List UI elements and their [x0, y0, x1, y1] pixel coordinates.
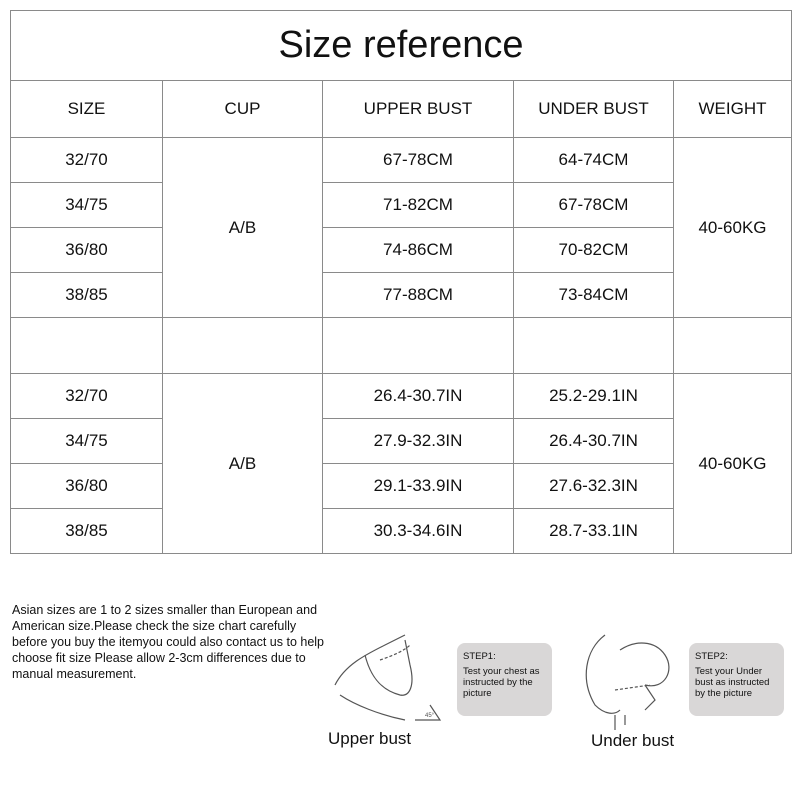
under-bust-illustration — [575, 630, 685, 730]
size-cell: 32/70 — [11, 374, 163, 419]
upper-bust-illustration — [325, 625, 445, 725]
cup-cell: A/B — [163, 374, 323, 554]
upper-cell: 74-86CM — [323, 228, 514, 273]
angle-label: 45° — [425, 713, 435, 719]
blank-cell — [11, 318, 163, 374]
upper-cell: 29.1-33.9IN — [323, 464, 514, 509]
size-cell: 38/85 — [11, 273, 163, 318]
blank-cell — [323, 318, 514, 374]
under-cell: 26.4-30.7IN — [514, 419, 674, 464]
upper-cell: 77-88CM — [323, 273, 514, 318]
table-title: Size reference — [11, 11, 792, 81]
header-upper-bust: UPPER BUST — [323, 81, 514, 138]
size-cell: 36/80 — [11, 228, 163, 273]
upper-bust-label: Upper bust — [328, 729, 412, 748]
under-cell: 73-84CM — [514, 273, 674, 318]
under-cell: 64-74CM — [514, 138, 674, 183]
under-bust-label: Under bust — [591, 731, 675, 750]
upper-cell: 67-78CM — [323, 138, 514, 183]
step2-text: Test your Under bust as instructed by the picture — [695, 666, 770, 699]
size-note: Asian sizes are 1 to 2 sizes smaller than European and American size.Please check the size chart carefully before you buy the itemyou could also contact us to help choose fit size Please allow 2-3cm differences due to manual measurement. — [12, 603, 324, 681]
under-cell: 25.2-29.1IN — [514, 374, 674, 419]
upper-cell: 30.3-34.6IN — [323, 509, 514, 554]
size-cell: 36/80 — [11, 464, 163, 509]
size-cell: 34/75 — [11, 419, 163, 464]
step1-text: Test your chest as instructed by the picture — [463, 666, 540, 699]
upper-cell: 26.4-30.7IN — [323, 374, 514, 419]
step2-title: STEP2: — [695, 651, 728, 662]
header-cup: CUP — [163, 81, 323, 138]
cup-cell: A/B — [163, 138, 323, 318]
step1-title: STEP1: — [463, 651, 496, 662]
weight-cell: 40-60KG — [674, 374, 792, 554]
under-cell: 27.6-32.3IN — [514, 464, 674, 509]
step2-box — [689, 643, 784, 716]
size-cell: 34/75 — [11, 183, 163, 228]
weight-cell: 40-60KG — [674, 138, 792, 318]
header-weight: WEIGHT — [674, 81, 792, 138]
size-cell: 32/70 — [11, 138, 163, 183]
under-cell: 67-78CM — [514, 183, 674, 228]
blank-cell — [163, 318, 323, 374]
upper-cell: 27.9-32.3IN — [323, 419, 514, 464]
under-cell: 28.7-33.1IN — [514, 509, 674, 554]
blank-cell — [514, 318, 674, 374]
blank-cell — [674, 318, 792, 374]
size-table — [10, 10, 792, 554]
under-cell: 70-82CM — [514, 228, 674, 273]
step1-box — [457, 643, 552, 716]
header-size: SIZE — [11, 81, 163, 138]
header-under-bust: UNDER BUST — [514, 81, 674, 138]
size-cell: 38/85 — [11, 509, 163, 554]
upper-cell: 71-82CM — [323, 183, 514, 228]
